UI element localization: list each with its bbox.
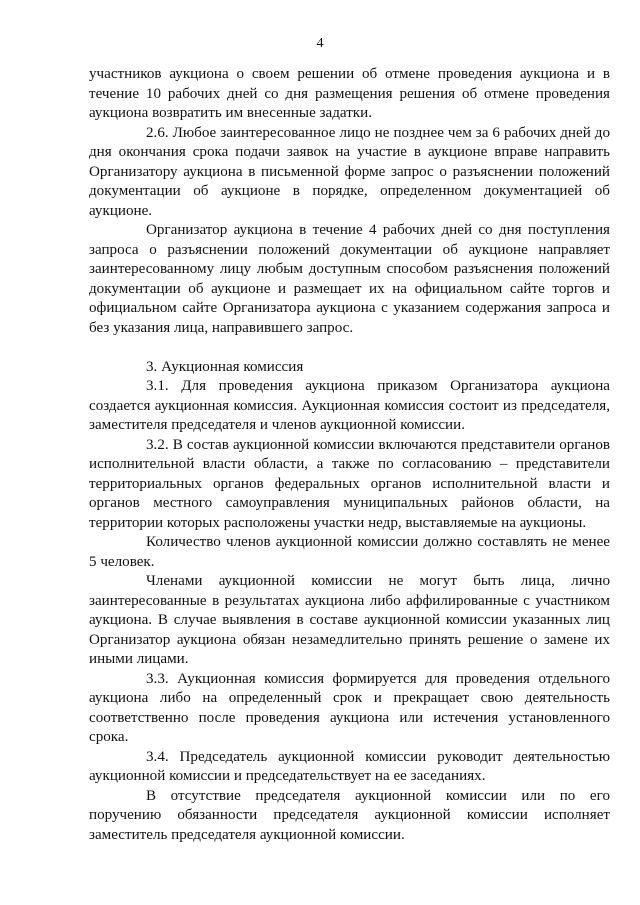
document-body xyxy=(89,65,610,845)
paragraph-3-4-chairman-role: 3.4. Председатель аукционной комиссии руководит деятельностью аукционной комиссии и председательствует на ее заседаниях. xyxy=(89,748,610,784)
paragraph-3-3-commission-term: 3.3. Аукционная комиссия формируется для проведения отдельного аукциона либо на определенный срок и прекращает свою деятельность соответственно после проведения аукциона или истечения установленного срока. xyxy=(89,670,610,745)
paragraph-3-2-commission-composition: 3.2. В состав аукционной комиссии включаются представители органов исполнительной власти области, а также по согласованию – представители территориальных органов федеральных органов исполнительной власти и органов местного самоуправления муниципальных районов области, на территории которых расположены участки недр, выставляемые на аукционы. xyxy=(89,436,610,531)
section-heading-auction-commission: 3. Аукционная комиссия xyxy=(146,358,304,375)
paragraph-member-restrictions: Членами аукционной комиссии не могут быть лица, лично заинтересованные в результатах аукциона либо аффилированные с участником аукциона. В случае выявления в составе аукционной комиссии указанных лиц Организатор аукциона обязан незамедлительно принять решение о замене их иными лицами. xyxy=(89,573,610,667)
paragraph-2-6-clarification-request: 2.6. Любое заинтересованное лицо не позднее чем за 6 рабочих дней до дня окончания срока подачи заявок на участие в аукционе вправе направить Организатору аукциона в письменной форме запрос о разъяснении положений документации об аукционе в порядке, определенном документацией об аукционе. xyxy=(89,124,610,219)
page-number: 4 xyxy=(316,36,324,51)
paragraph-commission-member-count: Количество членов аукционной комиссии должно составлять не менее 5 человек. xyxy=(89,534,610,570)
paragraph-organizer-clarification-response: Организатор аукциона в течение 4 рабочих дней со дня поступления запроса о разъяснении положений документации об аукционе направляет заинтересованному лицу любым доступным способом разъяснения положений документации об аукционе и размещает их на официальном сайте торгов и официальном сайте Организатора аукциона с указанием содержания запроса и без указания лица, направившего запрос. xyxy=(89,222,610,336)
paragraph-auction-cancellation-refund: участников аукциона о своем решении об отмене проведения аукциона и в течение 10 рабочих дней со дня размещения решения об отмене проведения аукциона возвратить им внесенные задатки. xyxy=(89,66,610,121)
paragraph-3-1-commission-creation: 3.1. Для проведения аукциона приказом Организатора аукциона создается аукционная комиссия. Аукционная комиссия состоит из председателя, заместителя председателя и членов аукционной комиссии. xyxy=(89,378,610,433)
paragraph-deputy-chairman-duties: В отсутствие председателя аукционной комиссии или по его поручению обязанности председателя аукционной комиссии исполняет заместитель председателя аукционной комиссии. xyxy=(89,787,610,843)
